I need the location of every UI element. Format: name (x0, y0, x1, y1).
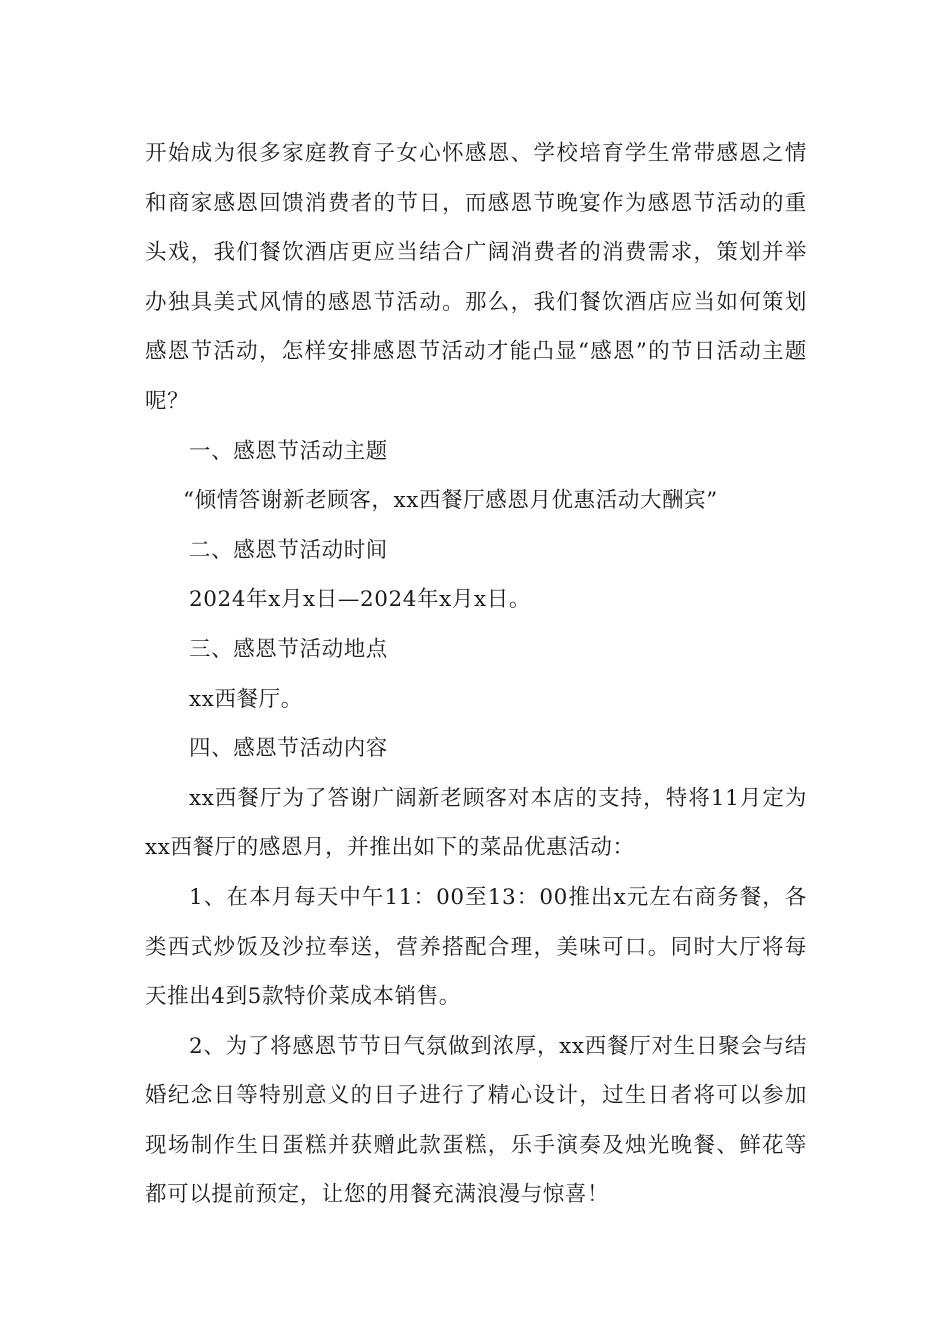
content-item-2: 2、为了将感恩节节日气氛做到浓厚，xx西餐厅对生日聚会与结婚纪念日等特别意义的日子进行了精心设计，过生日者将可以参加现场制作生日蛋糕并获赠此款蛋糕，乐手演奏及烛光晚餐、鲜花等都可以提前预定，让您的用餐充满浪漫与惊喜！ (145, 1033, 807, 1208)
event-location: xx西餐厅。 (189, 686, 303, 712)
intro-paragraph: 开始成为很多家庭教育子女心怀感恩、学校培育学生常带感恩之情和商家感恩回馈消费者的节日，而感恩节晚宴作为感恩节活动的重头戏，我们餐饮酒店更应当结合广阔消费者的消费需求，策划并举办独具美式风情的感恩节活动。那么，我们餐饮酒店应当如何策划感恩节活动，怎样安排感恩节活动才能凸显“感恩”的节日活动主题呢？ (145, 141, 807, 414)
theme-slogan: “倾情答谢新老顾客，xx西餐厅感恩月优惠活动大酬宾” (183, 488, 718, 514)
section-heading-theme: 一、感恩节活动主题 (189, 438, 388, 464)
section-heading-content: 四、感恩节活动内容 (189, 736, 388, 762)
document-body (145, 129, 807, 1220)
content-item-1: 1、在本月每天中午11：00至13：00推出x元左右商务餐，各类西式炒饭及沙拉奉送，营养搭配合理，美味可口。同时大厅将每天推出4到5款特价菜成本销售。 (145, 884, 807, 1010)
section-heading-time: 二、感恩节活动时间 (189, 537, 388, 563)
content-intro-paragraph: xx西餐厅为了答谢广阔新老顾客对本店的支持，特将11月定为xx西餐厅的感恩月，并推出如下的菜品优惠活动： (145, 785, 807, 861)
event-dates: 2024年x月x日—2024年x月x日。 (189, 587, 531, 613)
section-heading-location: 三、感恩节活动地点 (189, 636, 388, 662)
